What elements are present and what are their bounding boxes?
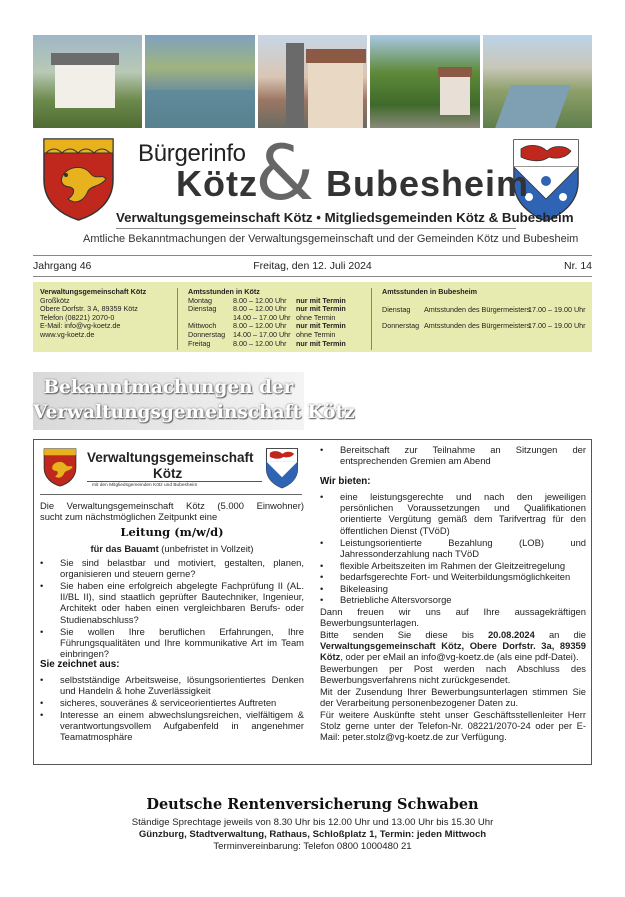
requirement-item: • Sie haben eine erfolgreich abgelegte Fachprüfung II (AL. II/BL II), sind staatlich geprüfter Bautechniker, Ingenieur, Architekt oder haben einen vergleichbaren Berufs- oder Studienabschluss?: [60, 580, 304, 625]
hours-time: 8.00 – 12.00 Uhr: [233, 321, 287, 331]
official-notice-subtitle: Amtliche Bekanntmachungen der Verwaltungsgemeinschaft und der Gemeinden Kötz und Bubesheim: [83, 233, 579, 245]
job-advertisement: [33, 439, 592, 765]
benefit-item: • Betriebliche Altersvorsorge: [340, 594, 586, 605]
benefit-item: • eine leistungsgerechte und nach den jeweiligen persönlichen Voraussetzungen und Qualifikationen orientierte Vergütung gemäß dem Tarifvertrag für den öffentlichen Dienst (TVöD): [340, 491, 586, 536]
hours-time: 14.00 – 17.00 Uhr: [233, 329, 291, 339]
header-photo-strip: [33, 35, 592, 128]
divider: [33, 255, 592, 256]
hours-day: Dienstag: [382, 304, 411, 314]
koetz-hours: [188, 288, 368, 348]
job-intro-line: sucht zum nächstmöglichen Zeitpunkt eine: [40, 511, 218, 523]
column-separator: [177, 288, 178, 350]
section-header-line: Verwaltungsgemeinschaft Kötz: [33, 402, 355, 423]
volume-label: Jahrgang 46: [33, 260, 92, 272]
qualification-item: • Interesse an einem abwechslungsreichen, vielfältigem & verantwortungsvollem Aufgabenfeld in angenehmer Teamatmosphäre: [60, 709, 304, 743]
hours-day: Donnerstag: [188, 329, 226, 339]
application-address: Verwaltungsgemeinschaft Kötz, Obere Dorfstr. 3a, 89359 Kötz: [320, 640, 586, 663]
town-hall-photo: [258, 35, 367, 128]
bubesheim-hours-row: [382, 306, 587, 315]
para-kontakt: Für weitere Auskünfte steht unser Geschäftsstellenleiter Herr Stolz gerne unter der Telefon-Nr. 08221/2070-24 oder per E-Mail: peter.stolz@vg-koetz.de zur Verfügung.: [320, 709, 586, 743]
koetz-title: Kötz: [176, 163, 258, 204]
vg-contact-line: E-Mail: info@vg-koetz.de: [40, 321, 121, 331]
bubesheim-title: Bubesheim: [326, 163, 530, 204]
requirement-item: • Bereitschaft zur Teilnahme an Sitzungen der entsprechenden Gremien am Abend: [340, 444, 586, 466]
chapel-photo: [370, 35, 479, 128]
buergerinfo-title: Bürgerinfo: [138, 140, 246, 167]
koetz-hours-row: [188, 340, 368, 349]
divider: [116, 228, 516, 229]
hours-time: 14.00 – 17.00 Uhr: [233, 312, 291, 322]
hours-day: Freitag: [188, 338, 211, 348]
hours-note: nur mit Termin: [296, 338, 346, 348]
job-department-bold: für das Bauamt: [90, 543, 159, 554]
benefit-item: • Leistungsorientierte Bezahlung (LOB) und Jahressonderzahlung nach TVöD: [340, 537, 586, 559]
job-department-rest: (unbefristet in Vollzeit): [158, 543, 254, 554]
requirement-item: • Sie sind belastbar und motiviert, gestalten, planen, organisieren und steuern gerne?: [60, 557, 304, 579]
section-header-line: Bekanntmachungen der: [43, 377, 294, 398]
job-position: Leitung (m/w/d): [120, 525, 224, 539]
divider: [33, 276, 592, 277]
castle-house-photo: [33, 35, 142, 128]
qualification-item: • sicheres, souveränes & serviceorientiertes Auftreten: [60, 697, 304, 708]
vg-contact-line: www.vg-koetz.de: [40, 329, 95, 339]
hours-note: nur mit Termin: [296, 295, 346, 305]
heading-wir-bieten: Wir bieten:: [320, 476, 371, 487]
job-intro-line: Die Verwaltungsgemeinschaft Kötz (5.000 Einwohner): [40, 500, 304, 511]
bubesheim-hours-row: [382, 322, 587, 331]
logo-title: Kötz: [153, 466, 183, 481]
vg-contact-line: Telefon (08221) 2070-0: [40, 312, 115, 322]
bubesheim-hours-title: Amtsstunden in Bubesheim: [382, 287, 478, 296]
hours-day: Dienstag: [188, 304, 217, 314]
qualification-item: • selbstständige Arbeitsweise, lösungsorientiertes Denken und Handeln & hohe Zuverlässigkeit: [60, 674, 304, 696]
office-hours-box: [33, 282, 592, 352]
para-post: Bewerbungen per Post werden nach Abschluss des Bewerbungsverfahrens nicht zurückgesendet.: [320, 663, 586, 686]
koetz-small-crest: [42, 447, 78, 487]
job-intro: [40, 500, 304, 522]
job-department: [40, 543, 304, 554]
koetz-coat-of-arms: [40, 135, 117, 222]
para-send: [320, 629, 586, 663]
bubesheim-hours: [382, 288, 587, 331]
vg-contact-line: Obere Dorfstr. 3 A, 89359 Kötz: [40, 304, 138, 314]
hours-day: Mittwoch: [188, 321, 217, 331]
hours-time: 17.00 – 19.00 Uhr: [528, 321, 586, 331]
section-header: [33, 372, 355, 430]
logo-subtitle: mit den Mitgliedsgemeinden Kötz und Bubesheim: [92, 483, 198, 488]
logo-rule: [87, 481, 262, 482]
hours-time: 8.00 – 12.00 Uhr: [233, 338, 287, 348]
requirement-item: • Sie wollen Ihre beruflichen Erfahrungen, Ihre Führungsqualitäten und Ihre kommunikative Art im Team einbringen?: [60, 626, 304, 660]
vg-subtitle: Verwaltungsgemeinschaft Kötz • Mitgliedsgemeinden Kötz & Bubesheim: [116, 210, 574, 225]
drv-line: Ständige Sprechtage jeweils von 8.30 Uhr bis 12.00 Uhr und 13.00 Uhr bis 15.30 Uhr: [131, 817, 494, 828]
hours-note: ohne Termin: [296, 329, 336, 339]
drv-line: Terminvereinbarung: Telefon 0800 1000480 21: [213, 841, 412, 852]
hours-time: 8.00 – 12.00 Uhr: [233, 304, 287, 314]
koetz-hours-title: Amtsstunden in Kötz: [188, 287, 260, 296]
bubesheim-small-crest: [265, 447, 299, 489]
para-send-text: Bitte senden Sie diese bis: [320, 629, 488, 640]
application-deadline: 20.08.2024: [487, 629, 535, 640]
benefit-item: • flexible Arbeitszeiten im Rahmen der Gleitzeitregelung: [340, 560, 586, 571]
hours-note: nur mit Termin: [296, 304, 346, 314]
para-send-text: , oder per eMail an info@vg-koetz.de (als eine pdf-Datei).: [340, 651, 579, 663]
hours-desc: Amtsstunden des Bürgermeisters: [424, 321, 531, 331]
divider: [40, 494, 302, 495]
issue-number: Nr. 14: [563, 260, 592, 272]
river-photo: [483, 35, 592, 128]
benefit-item: • Bikeleasing: [340, 583, 586, 594]
issue-date: Freitag, den 12. Juli 2024: [253, 260, 372, 272]
vg-contact-line: Großkötz: [40, 295, 70, 305]
benefit-item: • bedarfsgerechte Fort- und Weiterbildungsmöglichkeiten: [340, 571, 586, 582]
para-send-text: an die: [534, 629, 586, 640]
drv-title: Deutsche Rentenversicherung Schwaben: [146, 796, 479, 813]
hours-desc: Amtsstunden des Bürgermeisters: [424, 304, 531, 314]
hours-note: nur mit Termin: [296, 321, 346, 331]
pond-photo: [145, 35, 254, 128]
ampersand: &: [255, 128, 315, 217]
vg-logo-banner: [40, 445, 302, 497]
heading-sie-zeichnet: Sie zeichnet aus:: [40, 659, 120, 670]
hours-time: 8.00 – 12.00 Uhr: [233, 295, 287, 305]
vg-contact-title: Verwaltungsgemeinschaft Kötz: [40, 287, 147, 296]
hours-note: ohne Termin: [296, 312, 336, 322]
drv-line: Günzburg, Stadtverwaltung, Rathaus, Schloßplatz 1, Termin: jeden Mittwoch: [138, 829, 487, 840]
hours-day: Donnerstag: [382, 321, 420, 331]
vg-contact: [40, 288, 180, 340]
hours-day: Montag: [188, 295, 212, 305]
hours-time: 17.00 – 19.00 Uhr: [528, 304, 586, 314]
logo-title: Verwaltungsgemeinschaft: [87, 450, 254, 465]
para-daten: Mit der Zusendung Ihrer Bewerbungsunterlagen stimmen Sie der Verarbeitung personenbezogener Daten zu.: [320, 686, 586, 709]
column-separator: [371, 288, 372, 350]
para-freuen: Dann freuen wir uns auf Ihre aussagekräftigen Bewerbungsunterlagen.: [320, 606, 586, 629]
